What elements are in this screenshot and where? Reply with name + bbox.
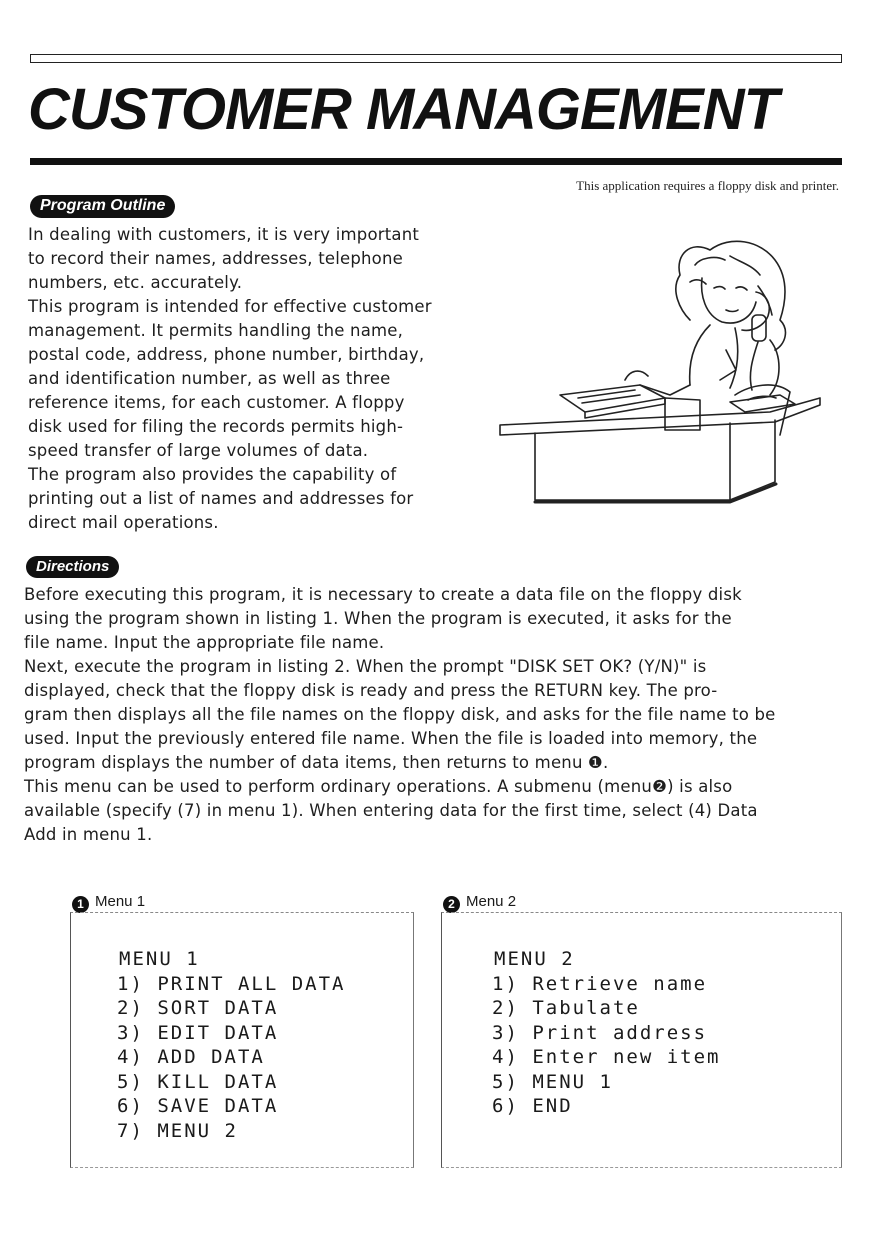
text-line: management. It permits handling the name, <box>28 321 404 340</box>
text-line: gram then displays all the file names on the floppy disk, and asks for the file name to be <box>24 705 776 724</box>
text-line: to record their names, addresses, telephone <box>28 249 403 268</box>
menu2-item: 2) Tabulate <box>492 997 640 1019</box>
text-line: disk used for filing the records permits high- <box>28 417 404 436</box>
office-worker-illustration <box>490 220 840 520</box>
menu1-number-badge: 1 <box>72 896 89 913</box>
text-line: and identification number, as well as three <box>28 369 391 388</box>
text-line: Add in menu 1. <box>24 825 153 844</box>
menu2-screen <box>441 912 842 1168</box>
text-line: used. Input the previously entered file name. When the file is loaded into memory, the <box>24 729 758 748</box>
menu2-item: 4) Enter new item <box>492 1046 721 1068</box>
text-line: program displays the number of data items, then returns to menu ❶. <box>24 753 609 772</box>
menu1-item: 1) PRINT ALL DATA <box>117 972 346 995</box>
menu1-list <box>117 948 345 1144</box>
menu1-title: MENU 1 <box>119 948 200 970</box>
text-line: printing out a list of names and addresses for <box>28 489 414 508</box>
menu1-item: 5) KILL DATA <box>117 1070 279 1093</box>
menu2-title: MENU 2 <box>494 948 575 970</box>
menu2-item: 6) END <box>492 1095 573 1117</box>
directions-heading: Directions <box>26 556 119 578</box>
menu2-caption <box>443 893 516 913</box>
text-line: reference items, for each customer. A floppy <box>28 393 405 412</box>
text-line: Before executing this program, it is necessary to create a data file on the floppy disk <box>24 585 742 604</box>
text-line: direct mail operations. <box>28 513 219 532</box>
text-line: In dealing with customers, it is very important <box>28 225 420 244</box>
text-line: Next, execute the program in listing 2. When the prompt "DISK SET OK? (Y/N)" is <box>24 657 707 676</box>
text-line: speed transfer of large volumes of data. <box>28 441 369 460</box>
menu2-item: 3) Print address <box>492 1021 708 1044</box>
page-title: CUSTOMER MANAGEMENT <box>28 77 779 142</box>
program-outline-heading: Program Outline <box>30 195 175 218</box>
menu2-caption-text: Menu 2 <box>466 893 517 910</box>
requirement-note: This application requires a floppy disk and printer. <box>576 178 839 193</box>
text-line: This program is intended for effective customer <box>28 297 432 316</box>
text-line: The program also provides the capability of <box>28 465 397 484</box>
text-line: using the program shown in listing 1. When the program is executed, it asks for the <box>24 609 732 628</box>
directions-text <box>24 583 842 847</box>
menu1-item: 4) ADD DATA <box>117 1046 265 1068</box>
menu1-caption-text: Menu 1 <box>95 893 146 910</box>
text-line: file name. Input the appropriate file name. <box>24 633 385 652</box>
menu1-caption <box>72 893 145 913</box>
menu1-item: 2) SORT DATA <box>117 997 279 1019</box>
menu2-item: 5) MENU 1 <box>492 1070 613 1093</box>
menu1-item: 6) SAVE DATA <box>117 1095 279 1117</box>
text-line: displayed, check that the floppy disk is ready and press the RETURN key. The pro- <box>24 681 718 700</box>
title-underline-rule <box>30 158 842 165</box>
program-outline-text <box>28 223 484 535</box>
menu2-number-badge: 2 <box>443 896 460 913</box>
text-line: available (specify (7) in menu 1). When entering data for the first time, select (4) Data <box>24 801 758 820</box>
menu1-item: 7) MENU 2 <box>117 1119 238 1142</box>
top-border-bar <box>30 54 842 63</box>
menu1-item: 3) EDIT DATA <box>117 1021 279 1044</box>
menu2-list <box>492 948 720 1120</box>
text-line: postal code, address, phone number, birthday, <box>28 345 425 364</box>
text-line: numbers, etc. accurately. <box>28 273 243 292</box>
text-line: This menu can be used to perform ordinary operations. A submenu (menu❷) is also <box>24 777 733 796</box>
menu1-screen <box>70 912 414 1168</box>
menu2-item: 1) Retrieve name <box>492 972 708 995</box>
